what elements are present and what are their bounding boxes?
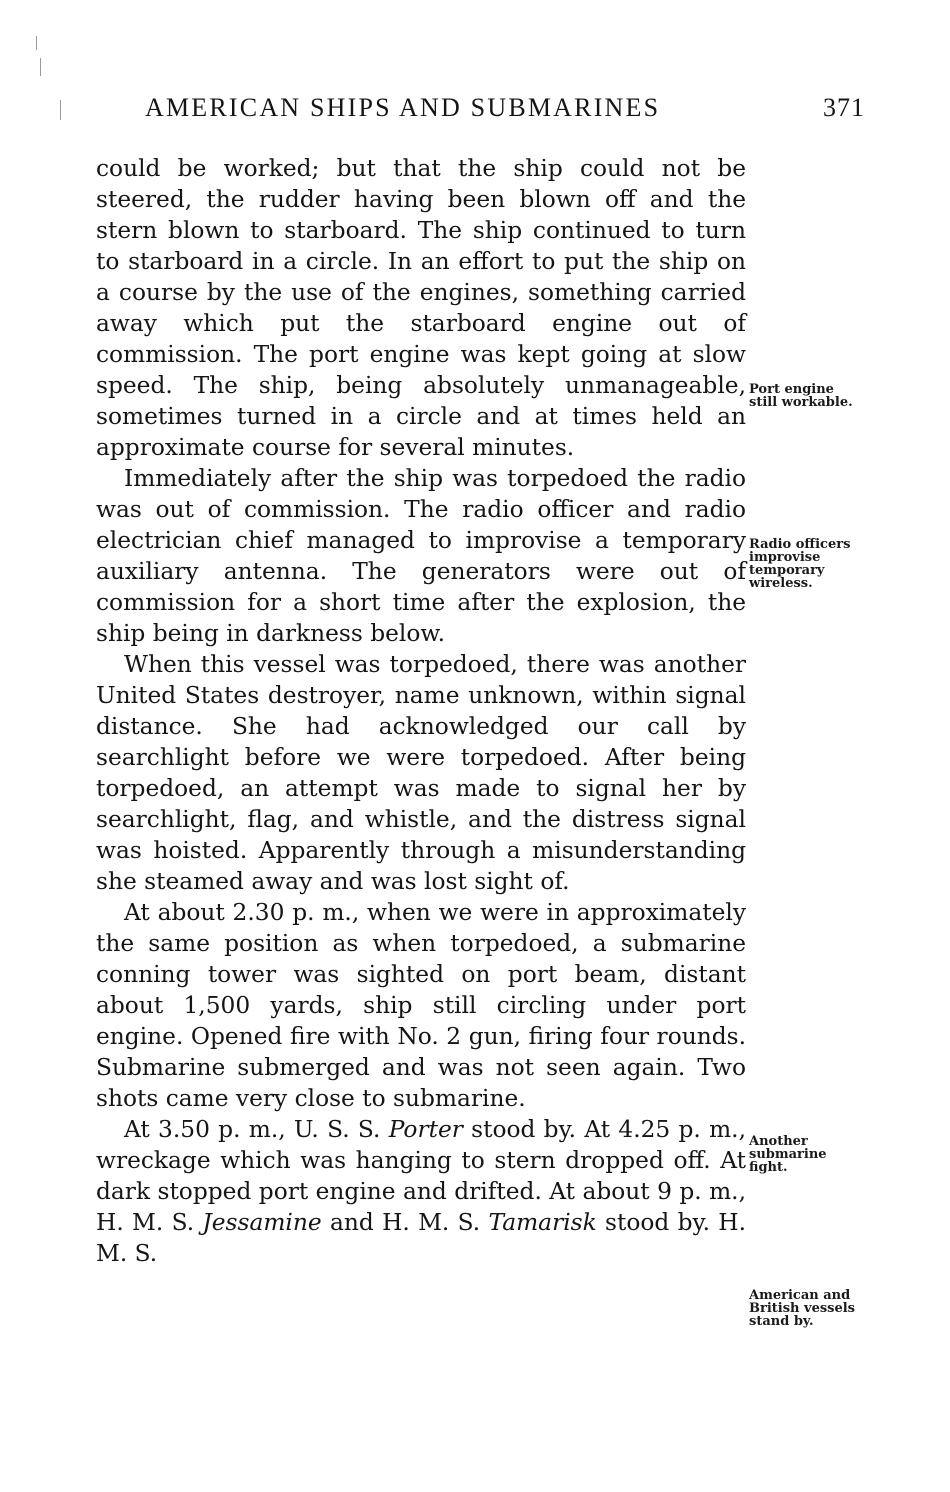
paragraph-text: stood by. At 4.25 p. m., wreckage which was hanging to stern dropped off. At dark stopped port engine and drifted. At about 9 p. m., H. M. S. [96,1116,746,1236]
paragraph [96,463,746,649]
running-head [145,93,865,123]
sidenote-port-engine: Port engine still workable. [749,382,853,410]
paragraph-text: stood by. H. M. S. [96,1209,747,1267]
ship-name: Jessamine [202,1209,322,1236]
scan-mark [60,100,61,120]
paragraph-text: and H. M. S. [321,1209,489,1236]
paragraph [96,1114,746,1269]
paragraph-text: Immediately after the ship was torpedoed the radio was out of commission. The radio officer and radio electrician chief managed to improvise a temporary auxiliary antenna. The generators were out of commission for a short time after the explosion, the ship being in darkness below. [96,465,746,647]
sidenote-vessels-stand-by: American and British vessels stand by. [749,1288,856,1329]
paragraph-text: At 3.50 p. m., U. S. S. [124,1116,389,1143]
paragraph-text: At about 2.30 p. m., when we were in approximately the same position as when torpedoed, a submarine conning tower was sighted on port beam, distant about 1,500 yards, ship still circling under port engine. Opened fire with No. 2 gun, firing four rounds. Submarine submerged and was not seen again. Two shots came very close to submarine. [96,899,746,1112]
ship-name: Porter [388,1116,463,1143]
ship-name: Tamarisk [488,1209,597,1236]
paragraph-text: When this vessel was torpedoed, there was another United States destroyer, name unknown, within signal distance. She had acknowledged our call by searchlight before we were torpedoed. After being torpedoed, an attempt was made to signal her by searchlight, flag, and whistle, and the distress signal was hoisted. Apparently through a misunderstanding she steamed away and was lost sight of. [96,651,746,895]
paragraph-text: could be worked; but that the ship could not be steered, the rudder having been blown off and the stern blown to starboard. The ship continued to turn to starboard in a circle. In an effort to put the ship on a course by the use of the engines, something carried away which put the starboard engine out of commission. The port engine was kept going at slow speed. The ship, being absolutely unmanageable, sometimes turned in a circle and at times held an approximate course for several minutes. [96,155,746,461]
running-head-title: AMERICAN SHIPS AND SUBMARINES [145,93,661,122]
sidenote-submarine-fight: Another submarine fight. [749,1134,827,1175]
scan-mark [40,58,41,76]
sidenote-radio-officers: Radio officers improvise temporary wireless. [749,537,851,591]
paragraph [96,649,746,897]
paragraph [96,897,746,1114]
page-number: 371 [823,93,865,122]
scan-mark [36,36,37,50]
paragraph [96,153,746,463]
body-text [96,153,746,1269]
